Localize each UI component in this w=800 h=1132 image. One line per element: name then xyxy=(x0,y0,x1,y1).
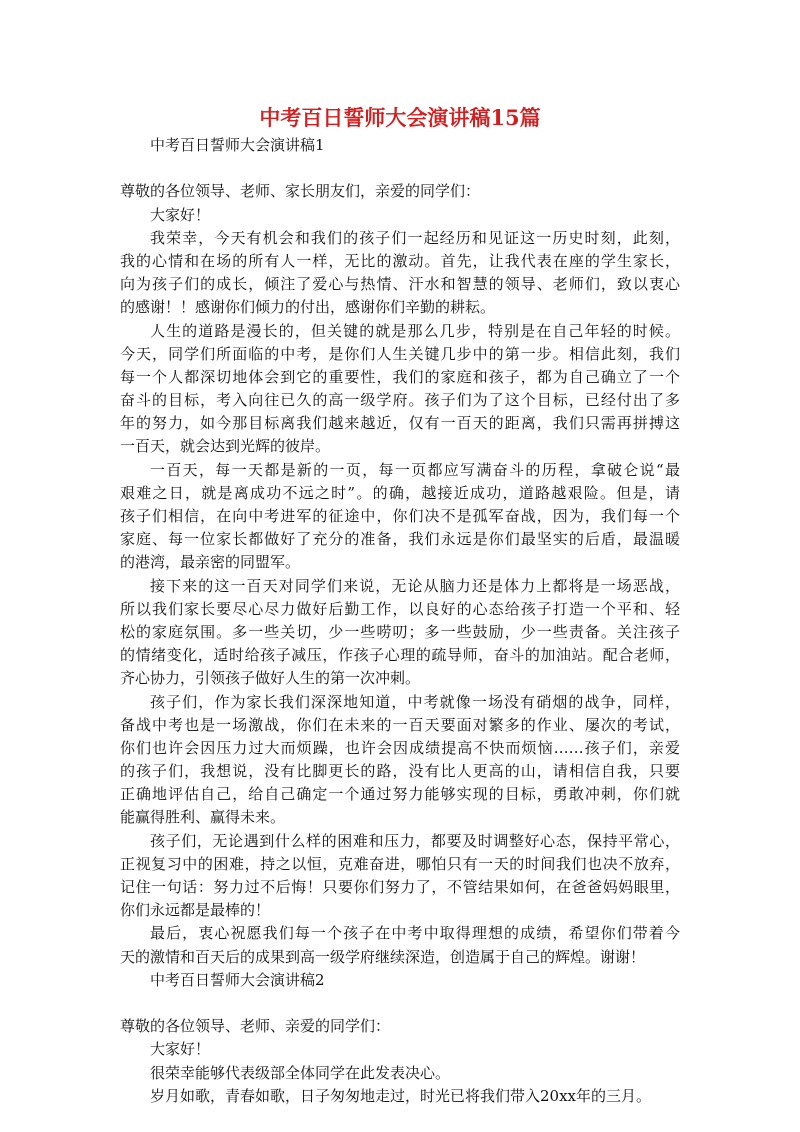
paragraph-line: 的孩子们，我想说，没有比脚更长的路，没有比人更高的山，请相信自我，只要 xyxy=(120,762,680,781)
salutation: 尊敬的各位领导、老师、家长朋友们，亲爱的同学们： xyxy=(120,182,481,201)
paragraph-line: 年的努力，如今那目标离我们越来越近，仅有一百天的距离，我们只需再拼搏这 xyxy=(120,414,680,433)
paragraph-line: 一百天，每一天都是新的一页，每一页都应写满奋斗的历程，拿破仑说“最 xyxy=(150,460,680,479)
paragraph-line: 接下来的这一百天对同学们来说，无论从脑力还是体力上都将是一场恶战， xyxy=(150,576,680,595)
paragraph-line: 我的心情和在场的所有人一样，无比的激动。首先，让我代表在座的学生家长， xyxy=(120,251,680,270)
paragraph-line: 能赢得胜利、赢得未来。 xyxy=(120,808,286,827)
paragraph-line: 所以我们家长要尽心尽力做好后勤工作，以良好的心态给孩子打造一个平和、轻 xyxy=(120,599,680,618)
paragraph-line: 你们永远都是最棒的！ xyxy=(120,901,271,920)
blank-line xyxy=(120,157,680,180)
document-body xyxy=(120,134,680,1108)
paragraph-line: 的港湾，最亲密的同盟军。 xyxy=(120,553,301,572)
paragraph-line: 向为孩子们的成长，倾注了爱心与热情、汗水和智慧的领导、老师们，致以衷心 xyxy=(120,275,680,294)
paragraph-line: 孩子们，作为家长我们深深地知道，中考就像一场没有硝烟的战争，同样， xyxy=(150,692,680,711)
paragraph-line: 每一个人都深切地体会到它的重要性，我们的家庭和孩子，都为自己确立了一个 xyxy=(120,367,680,386)
paragraph-line: 松的家庭氛围。多一些关切，少一些唠叨；多一些鼓励，少一些责备。关注孩子 xyxy=(120,622,680,641)
paragraph-line: 孩子们相信，在向中考进军的征途中，你们决不是孤军奋战，因为，我们每一个 xyxy=(120,507,680,525)
paragraph-line: 天的激情和百天后的成果到高一级学府继续深造，创造属于自己的辉煌。谢谢！ xyxy=(120,947,646,966)
paragraph-line: 齐心协力，引领孩子做好人生的第一次冲刺。 xyxy=(120,669,421,688)
paragraph-line: 我荣幸，今天有机会和我们的孩子们一起经历和见证这一历史时刻，此刻， xyxy=(150,228,680,247)
section-heading: 中考百日誓师大会演讲稿2 xyxy=(150,970,325,989)
greeting: 大家好！ xyxy=(150,205,211,224)
paragraph-line: 奋斗的目标，考入向往已久的高一级学府。孩子们为了这个目标，已经付出了多 xyxy=(120,391,680,410)
paragraph-line: 很荣幸能够代表级部全体同学在此发表决心。 xyxy=(150,1063,451,1082)
paragraph-line: 的情绪变化，适时给孩子减压，作孩子心理的疏导师，奋斗的加油站。配合老师， xyxy=(120,646,680,665)
blank-line xyxy=(120,992,680,1015)
paragraph-line: 备战中考也是一场激战，你们在未来的一百天要面对繁多的作业、屡次的考试， xyxy=(120,715,680,734)
paragraph-line: 孩子们，无论遇到什么样的困难和压力，都要及时调整好心态，保持平常心， xyxy=(150,831,680,850)
paragraph-line: 岁月如歌，青春如歌，日子匆匆地走过，时光已将我们带入20xx年的三月。 xyxy=(150,1086,652,1105)
paragraph-line: 的感谢！！感谢你们倾力的付出，感谢你们辛勤的耕耘。 xyxy=(120,298,496,317)
greeting: 大家好！ xyxy=(150,1040,211,1059)
salutation: 尊敬的各位领导、老师、亲爱的同学们： xyxy=(120,1017,391,1036)
paragraph-line: 最后，衷心祝愿我们每一个孩子在中考中取得理想的成绩，希望你们带着今 xyxy=(150,924,680,943)
paragraph-line: 家庭、每一位家长都做好了充分的准备，我们永远是你们最坚实的后盾，最温暖 xyxy=(120,530,680,549)
paragraph-line: 你们也许会因压力过大而烦躁，也许会因成绩提高不快而烦恼……孩子们，亲爱 xyxy=(120,738,680,757)
paragraph-line: 艰难之日，就是离成功不远之时”。的确，越接近成功，道路越艰险。但是，请 xyxy=(120,483,680,502)
paragraph-line: 正确地评估自己，给自己确定一个通过努力能够实现的目标，勇敢冲刺，你们就 xyxy=(120,785,680,804)
paragraph-line: 一百天，就会达到光辉的彼岸。 xyxy=(120,437,331,456)
paragraph-line: 人生的道路是漫长的，但关键的就是那么几步，特别是在自己年轻的时候。 xyxy=(150,321,680,340)
paragraph-line: 今天，同学们所面临的中考，是你们人生关键几步中的第一步。相信此刻，我们 xyxy=(120,344,680,363)
paragraph-line: 记住一句话：努力过不后悔！只要你们努力了，不管结果如何，在爸爸妈妈眼里， xyxy=(120,878,680,896)
section-heading: 中考百日誓师大会演讲稿1 xyxy=(150,136,325,154)
paragraph-line: 正视复习中的困难，持之以恒，克难奋进，哪怕只有一天的时间我们也决不放弃， xyxy=(120,854,680,873)
document-title: 中考百日誓师大会演讲稿15篇 xyxy=(259,105,541,130)
